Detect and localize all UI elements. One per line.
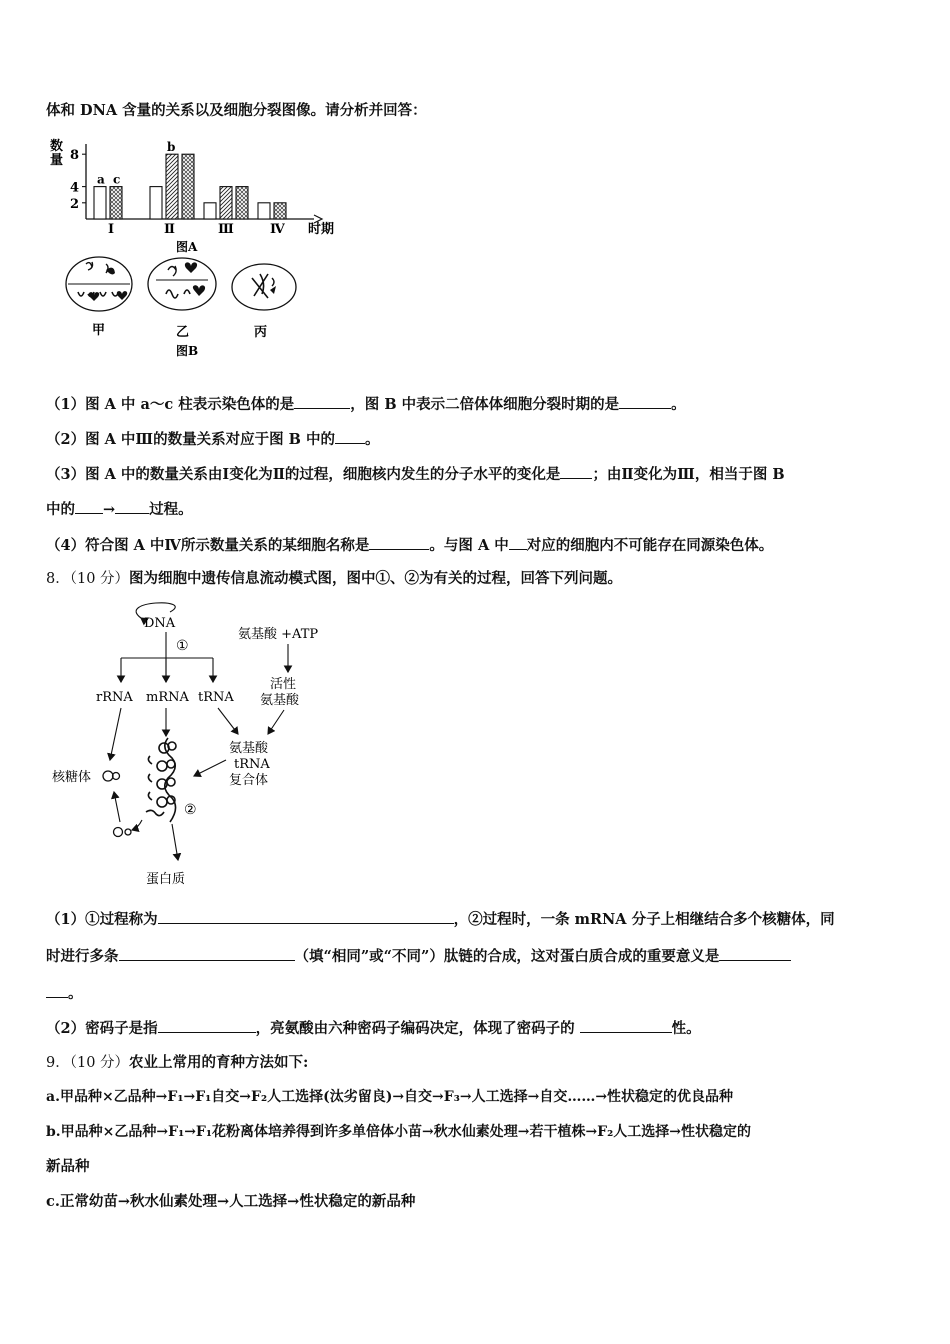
answer-blank[interactable] — [509, 535, 527, 550]
amino-atp-label: 氨基酸 +ATP — [238, 627, 319, 642]
activated-label-2: 氨基酸 — [260, 693, 300, 708]
figA-caption: 图A — [176, 240, 198, 254]
cell-label-jia: 甲 — [92, 323, 106, 338]
figure-b-cells — [60, 250, 310, 364]
q8-part2: （2）密码子是指 ，亮氨酸由六种密码子编码决定，体现了密码子的 性。 — [46, 1020, 701, 1037]
q8-stem: 8．（10 分）图为细胞中遗传信息流动模式图，图中①、②为有关的过程，回答下列问题。 — [46, 570, 623, 587]
cell-jia — [66, 257, 132, 311]
answer-blank[interactable] — [719, 946, 791, 961]
dna-label: DNA — [144, 616, 176, 631]
figA-ylabel-1: 数 — [50, 139, 64, 154]
bar-c-4 — [274, 203, 286, 219]
trna-label: tRNA — [198, 690, 234, 705]
answer-blank[interactable] — [46, 983, 68, 998]
figA-ytick-label: 2 — [70, 196, 80, 212]
figure-a-bar-chart — [46, 136, 356, 258]
complex-label-3: 复合体 — [229, 773, 269, 788]
process-2-label: ② — [184, 802, 197, 818]
complex-label-2: tRNA — [234, 757, 270, 772]
figA-xtick-label: Ⅱ — [164, 222, 175, 237]
rrna-label: rRNA — [96, 690, 133, 705]
bar-b-2 — [166, 154, 178, 219]
process-1-label: ① — [176, 638, 189, 654]
answer-blank[interactable] — [158, 1018, 256, 1033]
bar-a-2 — [150, 187, 162, 219]
complex-label-1: 氨基酸 — [229, 741, 269, 756]
answer-blank[interactable] — [335, 429, 365, 444]
q7-part1: （1）图 A 中 a～c 柱表示染色体的是 ，图 B 中表示二倍体体细胞分裂时期的是 。 — [46, 396, 686, 413]
answer-blank[interactable] — [580, 1018, 672, 1033]
q9-method-c: c.正常幼苗→秋水仙素处理→人工选择→性状稳定的新品种 — [46, 1193, 416, 1210]
figA-xtick-label: Ⅰ — [108, 222, 115, 237]
q7-part3a: （3）图 A 中的数量关系由Ⅰ变化为Ⅱ的过程，细胞核内发生的分子水平的变化是 ；由Ⅱ变化为Ⅲ，相当于图 B — [46, 466, 785, 483]
answer-blank[interactable] — [119, 946, 295, 961]
figA-xtick-label: Ⅲ — [218, 222, 234, 237]
ribosome-label: 核糖体 — [52, 770, 92, 785]
protein-label: 蛋白质 — [146, 872, 186, 887]
q7-part2: （2）图 A 中Ⅲ的数量关系对应于图 B 中的 。 — [46, 431, 380, 448]
figA-ylabel-2: 量 — [50, 153, 64, 168]
answer-blank[interactable] — [115, 499, 149, 514]
answer-blank[interactable] — [369, 535, 429, 550]
intro-text: 体和 DNA 含量的关系以及细胞分裂图像。请分析并回答： — [46, 102, 427, 119]
q9-method-b-line1: b.甲品种×乙品种→F₁→F₁花粉离体培养得到许多单倍体小苗→秋水仙素处理→若干植株→F₂人工选择→性状稳定的 — [46, 1124, 751, 1140]
bar-label-c: c — [113, 172, 121, 187]
q9-method-b-line2: 新品种 — [46, 1158, 90, 1175]
cell-label-bing: 丙 — [254, 325, 268, 340]
bar-label-a: a — [97, 172, 105, 187]
bar-a-3 — [204, 203, 216, 219]
cell-bing — [232, 264, 296, 310]
answer-blank[interactable] — [619, 394, 671, 409]
q7-part3b: 中的 → 过程。 — [46, 501, 193, 518]
answer-blank[interactable] — [294, 394, 350, 409]
q8-part1b: 时进行多条 （填“相同”或“不同”）肽链的合成，这对蛋白质合成的重要意义是 — [46, 946, 791, 967]
figA-xtick-label: Ⅳ — [270, 222, 285, 237]
bar-label-b: b — [167, 140, 176, 155]
figA-ytick-label: 4 — [70, 180, 80, 196]
q8-part1a: （1）①过程称为 ，②过程时，一条 mRNA 分子上相继结合多个核糖体，同 — [46, 911, 835, 928]
answer-blank[interactable] — [158, 909, 454, 924]
activated-label-1: 活性 — [270, 677, 297, 692]
figure-gene-expression — [46, 600, 346, 896]
q9-method-a: a.甲品种×乙品种→F₁→F₁自交→F₂人工选择(汰劣留良)→自交→F₃→人工选择→自交……→性状稳定的优良品种 — [46, 1089, 734, 1105]
bar-b-3 — [220, 187, 232, 219]
bar-c-1 — [110, 187, 122, 219]
answer-blank[interactable] — [560, 464, 592, 479]
q8-part1c: 。 — [46, 983, 83, 1004]
mrna-label: mRNA — [146, 690, 189, 705]
polysome-ribosomes — [146, 742, 176, 816]
ribosome-icon-big — [103, 771, 113, 781]
bar-a-1 — [94, 187, 106, 219]
figA-ytick-label: 8 — [70, 148, 80, 164]
bar-a-4 — [258, 203, 270, 219]
answer-blank[interactable] — [75, 499, 103, 514]
q9-stem: 9．（10 分）农业上常用的育种方法如下: — [46, 1054, 309, 1071]
cell-yi — [148, 258, 216, 310]
q7-part4: （4）符合图 A 中Ⅳ所示数量关系的某细胞名称是 。与图 A 中 对应的细胞内不可能存在同源染色体。 — [46, 537, 774, 554]
figB-caption: 图B — [176, 344, 199, 358]
cell-label-yi: 乙 — [176, 325, 190, 340]
bar-c-3 — [236, 187, 248, 219]
figA-xlabel: 时期 — [308, 222, 335, 237]
bar-c-2 — [182, 154, 194, 219]
